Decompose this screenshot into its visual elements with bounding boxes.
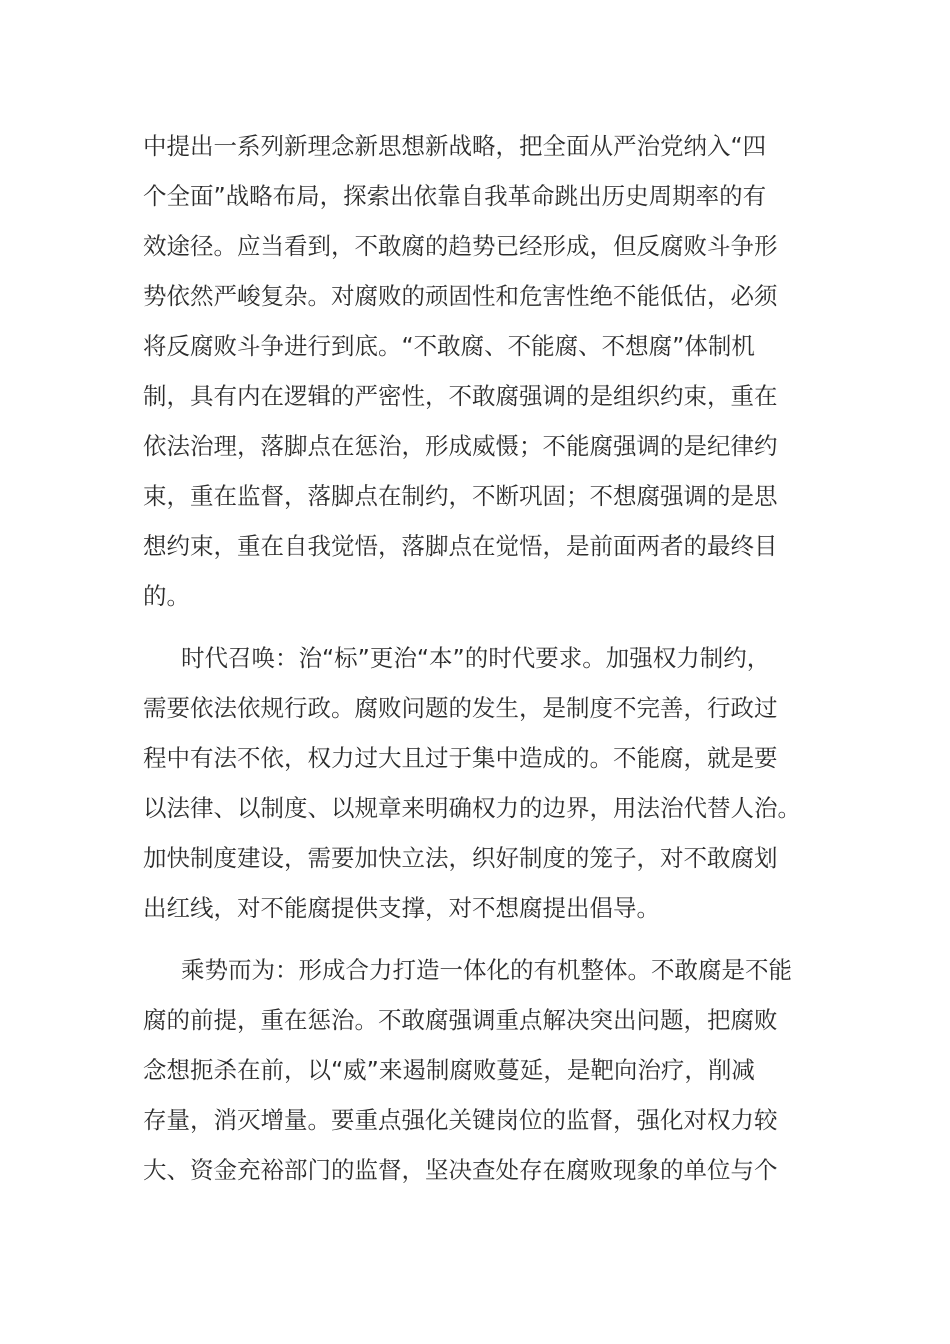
text-line: 制，具有内在逻辑的严密性，不敢腐强调的是组织约束，重在 (143, 382, 778, 410)
paragraph-3 (143, 945, 807, 1195)
text-line: 以法律、以制度、以规章来明确权力的边界，用法治代替人治。 (143, 794, 801, 822)
text-line: 依法治理，落脚点在惩治，形成威慑；不能腐强调的是纪律约 (143, 432, 778, 460)
text-line: 存量，消灭增量。要重点强化关键岗位的监督，强化对权力较 (143, 1106, 778, 1134)
text-line: 将反腐败斗争进行到底。“不敢腐、不能腐、不想腐”体制机 (143, 332, 755, 360)
text-line: 念想扼杀在前，以“威”来遏制腐败蔓延，是靶向治疗，削减 (143, 1056, 755, 1084)
text-line: 程中有法不依，权力过大且过于集中造成的。不能腐，就是要 (143, 744, 778, 772)
text-line: 中提出一系列新理念新思想新战略，把全面从严治党纳入“四 (143, 132, 767, 160)
paragraph-2 (143, 633, 807, 933)
text-line: 腐的前提，重在惩治。不敢腐强调重点解决突出问题，把腐败 (143, 1006, 778, 1034)
text-line: 的。 (143, 582, 190, 610)
text-line: 势依然严峻复杂。对腐败的顽固性和危害性绝不能低估，必须 (143, 282, 778, 310)
text-line: 乘势而为：形成合力打造一体化的有机整体。不敢腐是不能 (181, 956, 792, 984)
text-line: 时代召唤：治“标”更治“本”的时代要求。加强权力制约， (181, 644, 771, 672)
text-line: 大、资金充裕部门的监督，坚决查处存在腐败现象的单位与个 (143, 1156, 778, 1184)
paragraph-1 (143, 121, 807, 621)
text-line: 加快制度建设，需要加快立法，织好制度的笼子，对不敢腐划 (143, 844, 778, 872)
text-line: 束，重在监督，落脚点在制约，不断巩固；不想腐强调的是思 (143, 482, 778, 510)
document-body (143, 121, 807, 1207)
text-line: 需要依法依规行政。腐败问题的发生，是制度不完善，行政过 (143, 694, 778, 722)
text-line: 个全面”战略布局，探索出依靠自我革命跳出历史周期率的有 (143, 182, 767, 210)
text-line: 想约束，重在自我觉悟，落脚点在觉悟，是前面两者的最终目 (143, 532, 778, 560)
text-line: 出红线，对不能腐提供支撑，对不想腐提出倡导。 (143, 894, 660, 922)
text-line: 效途径。应当看到，不敢腐的趋势已经形成，但反腐败斗争形 (143, 232, 778, 260)
